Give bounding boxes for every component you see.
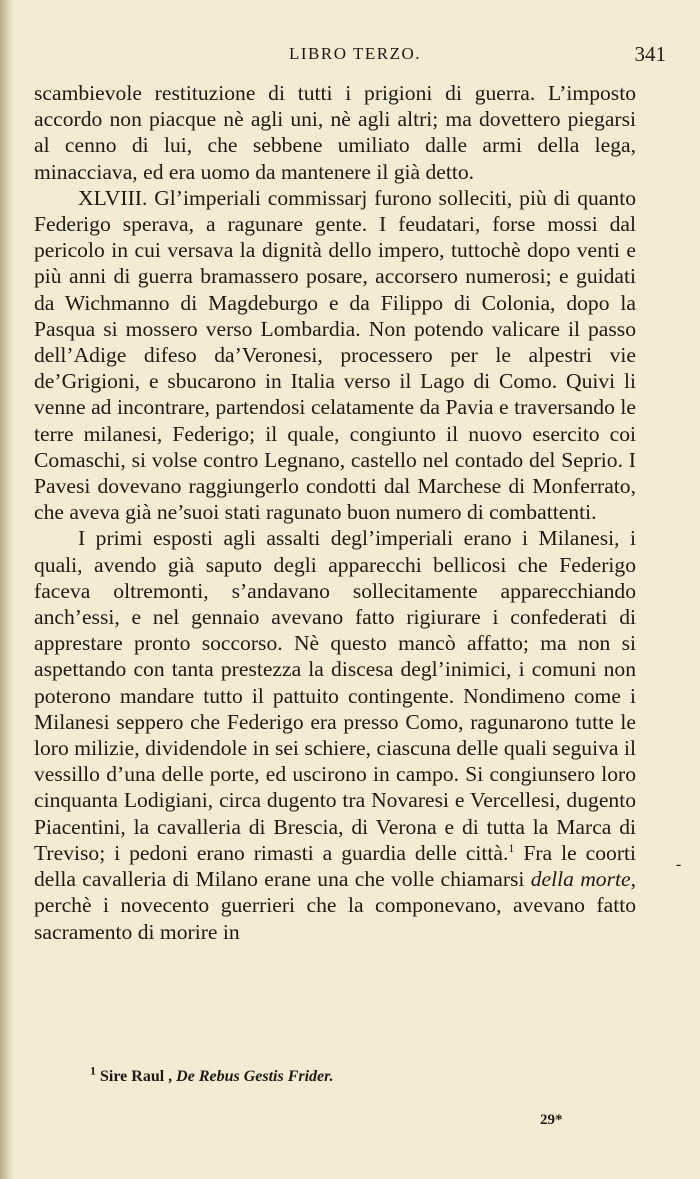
paragraph [34, 525, 636, 944]
footnote-reference: 1 [508, 840, 515, 855]
text-run: XLVIII. Gl’imperiali commissarj furono solleciti, più di quanto Federigo sperava, a ragunare gente. I feudatari, forse mossi dal pericolo in cui versava la dignità dello impero, tuttochè dopo venti e più anni di guerra bramassero posare, accorsero numerosi; e guidati da Wichmanno di Magdeburgo e da Filippo di Colonia, dopo la Pasqua si mossero verso Lombardia. Non potendo valicare il passo dell’Adige difeso da’Veronesi, processero per le alpestri vie de’Grigioni, e sbucarono in Italia verso il Lago di Como. Quivi li venne ad incontrare, partendosi celatamente da Pavia e traversando le terre milanesi, Federigo; il quale, congiunto il nuovo esercito coi Comaschi, si volse contro Legnano, castello nel contado del Seprio. I Pavesi dovevano raggiungerlo condotti dal Marchese di Monferrato, che aveva già ne’suoi stati ragunato buon numero di combattenti. [34, 185, 636, 525]
page-header [32, 44, 678, 72]
paragraph [34, 80, 636, 185]
running-title: LIBRO TERZO. [289, 44, 421, 63]
footnote-marker: 1 [90, 1063, 96, 1078]
footnote-author: Sire Raul , [100, 1068, 173, 1085]
text-run: Fra le coorti della cavalleria di Milano erane una che volle chiamarsi [34, 840, 637, 892]
signature-mark: 29* [540, 1112, 563, 1128]
text-run: scambievole restituzione di tutti i prigioni di guerra. L’imposto accordo non piacque nè agli uni, nè agli altri; ma dovettero piegarsi al cenno di lui, che sebbene umiliato dalle armi della lega, minacciava, ed era uomo da mantenere il già detto. [34, 81, 636, 184]
text-run: , perchè i novecento guerrieri che la componevano, avevano fatto sacramento di morire in [34, 867, 636, 944]
footnote-work: De Rebus Gestis Frider. [176, 1068, 334, 1085]
emphasis-text: della morte [530, 867, 631, 892]
footnote [90, 1063, 334, 1086]
paragraph [34, 185, 636, 526]
page-number: 341 [634, 42, 666, 66]
page-edge [0, 0, 14, 1179]
text-run: I primi esposti agli assalti degl’imperiali erano i Milanesi, i quali, avendo già saputo degli apparecchi bellicosi che Federigo faceva oltremonti, s’andavano sollecitamente apparecchiando anch’essi, e nel gennaio avevano fatto rigiurare i confederati di apprestare pronto soccorso. Nè questo mancò affatto; ma non si aspettando con tanta prestezza la discesa degl’inimici, i comuni non poterono mandare tutto il pattuito contingente. Nondimeno come i Milanesi seppero che Federigo era presso Como, ragunarono tutte le loro milizie, dividendole in sei schiere, ciascuna delle quali seguiva il vessillo d’una delle porte, ed uscirono in campo. Si congiunsero loro cinquanta Lodigiani, circa dugento tra Novaresi e Vercellesi, dugento Piacentini, la cavalleria di Brescia, di Verona e di tutta la Marca di Treviso; i pedoni erano rimasti a guardia delle città. [34, 526, 636, 865]
margin-mark: - [676, 856, 682, 873]
body-text [34, 80, 636, 945]
